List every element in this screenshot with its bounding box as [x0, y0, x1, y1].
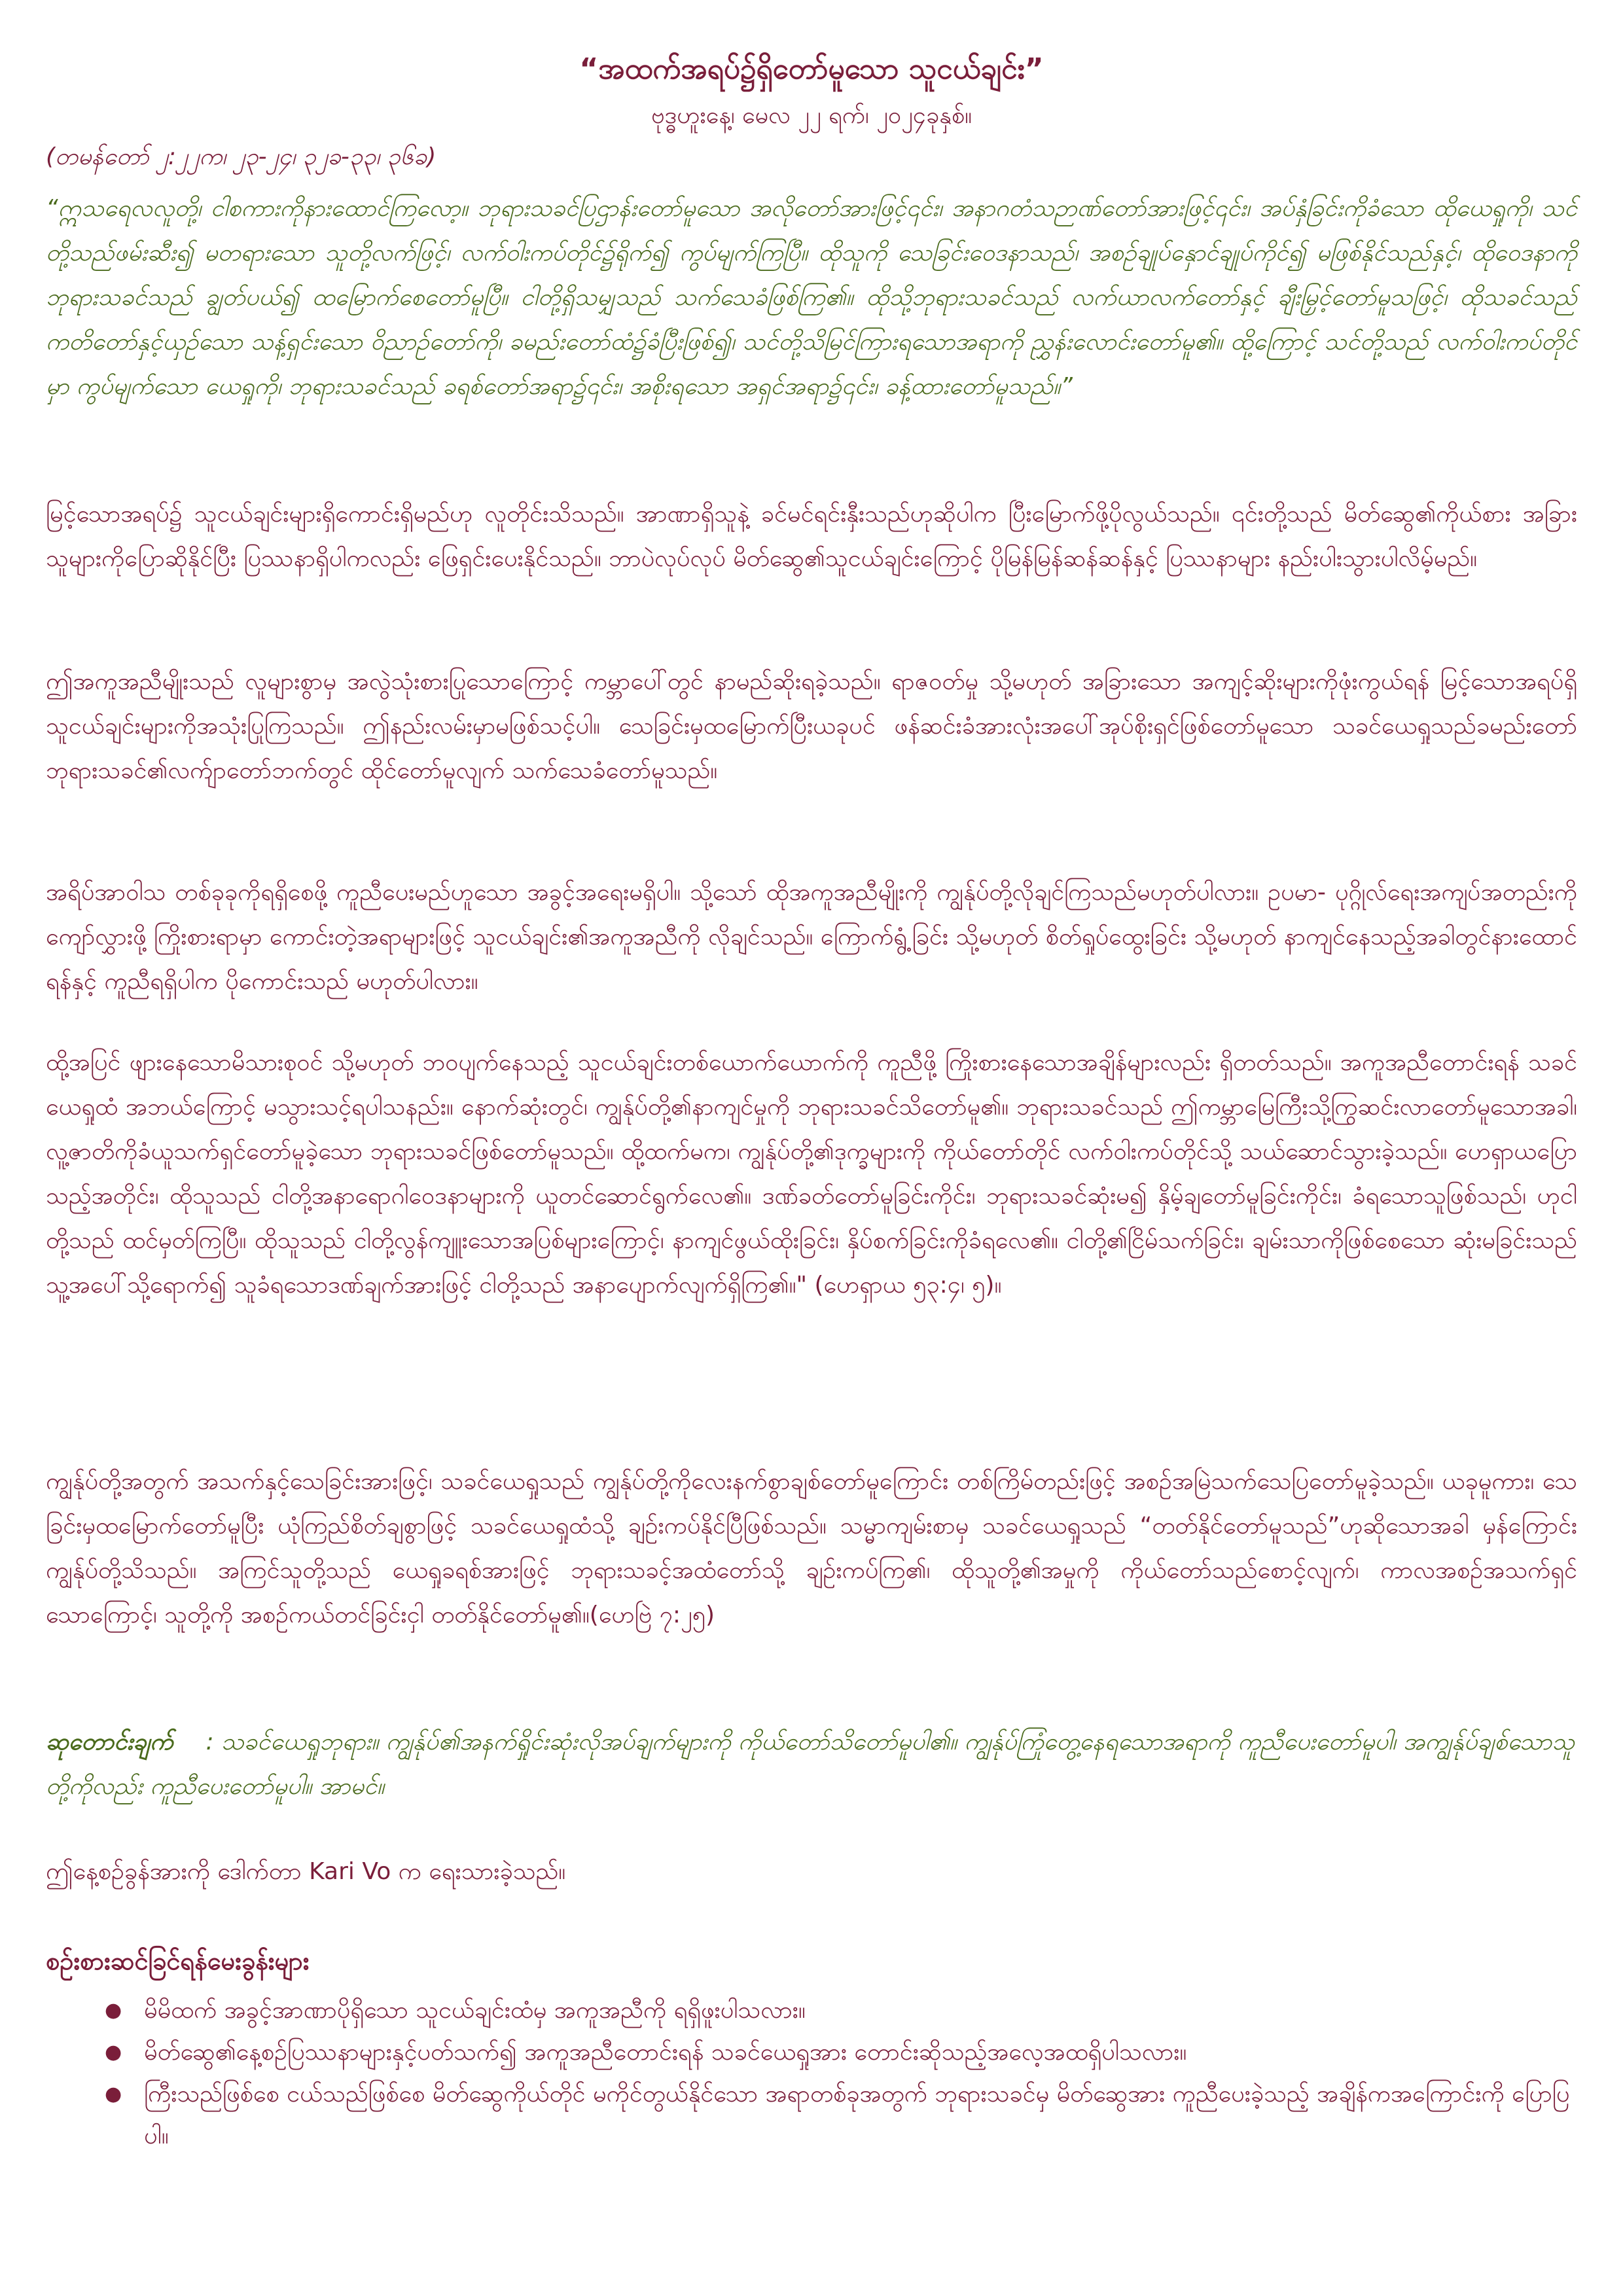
body-paragraph-2: ဤအကူအညီမျိုးသည် လူများစွာမှ အလွဲသုံးစားပြုသောကြောင့် ကမ္ဘာပေါ်တွင် နာမည်ဆိုးရခဲ့သည်။ ရာဇဝတ်မှု သို့မဟုတ် အခြားသော အကျင့်ဆိုးများကိုဖုံးကွယ်ရန် မြင့်သောအရပ်ရှိ သူငယ်ချင်းများကိုအသုံးပြုကြသည်။ ဤနည်းလမ်းမှာမဖြစ်သင့်ပါ။ သေခြင်းမှထမြောက်ပြီးယခုပင် ဖန်ဆင်းခံအားလုံးအပေါ်အုပ်စိုးရှင်ဖြစ်တော်မူသော သခင်ယေရှုသည်ခမည်းတော်ဘုရားသခင်၏လက်ျာတော်ဘက်တွင် ထိုင်တော်မူလျက် သက်သေခံတော်မူသည်။ — [46, 668, 1577, 784]
bullet-icon: ● — [105, 2041, 122, 2064]
prayer-text: : သခင်ယေရှုဘုရား။ ကျွန်ုပ်၏အနက်ရှိုင်းဆုံးလိုအပ်ချက်များကို ကိုယ်တော်သိတော်မူပါ၏။ ကျွန်ုပ်ကြုံတွေ့နေရသောအရာကို ကူညီပေးတော်မူပါ၊ အကျွန်ုပ်ချစ်သောသူတို့ကိုလည်း ကူညီပေးတော်မူပါ။ အာမင်။ — [46, 1729, 1575, 1800]
question-text: မိမိထက် အခွင့်အာဏာပိုရှိသော သူငယ်ချင်းထံမှ အကူအညီကို ရရှိဖူးပါသလား။ — [144, 1997, 806, 2024]
questions-list — [105, 1990, 1577, 2157]
question-text: ကြီးသည်ဖြစ်စေ ငယ်သည်ဖြစ်စေ မိတ်ဆွေကိုယ်တိုင် မကိုင်တွယ်နိုင်သော အရာတစ်ခုအတွက် ဘုရားသခင်မှ မိတ်ဆွေအား ကူညီပေးခဲ့သည့် အချိန်ကအကြောင်းကို ပြောပြပါ။ — [144, 2081, 1570, 2149]
body-paragraph-1: မြင့်သောအရပ်၌ သူငယ်ချင်းများရှိကောင်းရှိမည်ဟု လူတိုင်းသိသည်။ အာဏာရှိသူနဲ့ ခင်မင်ရင်းနှီးသည်ဟုဆိုပါက ပြီးမြောက်ဖို့ပိုလွယ်သည်။ ၎င်းတို့သည် မိတ်ဆွေ၏ကိုယ်စား အခြားသူများကိုပြောဆိုနိုင်ပြီး ပြဿနာရှိပါကလည်း ဖြေရှင်းပေးနိုင်သည်။ ဘာပဲလုပ်လုပ် မိတ်ဆွေ၏သူငယ်ချင်းကြောင့် ပိုမြန်မြန်ဆန်ဆန်နှင့် ပြဿနာများ နည်းပါးသွားပါလိမ့်မည်။ — [46, 501, 1577, 572]
page-title: “အထက်အရပ်၌ရှိတော်မူသော သူငယ်ချင်း” — [579, 52, 1044, 86]
bullet-icon: ● — [105, 2083, 122, 2106]
list-item — [105, 2073, 1577, 2157]
scripture-reference: (တမန်တော် ၂:၂၂က၊ ၂၃-၂၄၊ ၃၂ခ-၃၃၊ ၃၆ခ) — [46, 143, 437, 170]
prayer-label: ဆုတောင်းချက် — [46, 1729, 173, 1755]
question-text: မိတ်ဆွေ၏နေ့စဉ်ပြဿနာများနှင့်ပတ်သက်၍ အကူအညီတောင်းရန် သခင်ယေရှုအား တောင်းဆိုသည့်အလေ့အထရှိပါသလား။ — [144, 2039, 1187, 2066]
prayer-block — [46, 1720, 1577, 1809]
questions-heading: စဉ်းစားဆင်ခြင်ရန်မေးခွန်းများ — [46, 1946, 310, 1975]
body-paragraph-5: ကျွန်ုပ်တို့အတွက် အသက်နှင့်သေခြင်းအားဖြင့်၊ သခင်ယေရှုသည် ကျွန်ုပ်တို့ကိုလေးနက်စွာချစ်တော်မူကြောင်း တစ်ကြိမ်တည်းဖြင့် အစဉ်အမြဲသက်သေပြတော်မူခဲ့သည်။ ယခုမူကား၊ သေခြင်းမှထမြောက်တော်မူပြီး ယုံကြည်စိတ်ချစွာဖြင့် သခင်ယေရှုထံသို့ ချဉ်းကပ်နိုင်ပြီဖြစ်သည်။ သမ္မာကျမ်းစာမှ သခင်ယေရှုသည် “တတ်နိုင်တော်မူသည်”ဟုဆိုသောအခါ မှန်ကြောင်း ကျွန်ုပ်တို့သိသည်။ အကြင်သူတို့သည် ယေရှုခရစ်အားဖြင့် ဘုရားသခင့်အထံတော်သို့ ချဉ်းကပ်ကြ၏၊ ထိုသူတို့၏အမှုကို ကိုယ်တော်သည်စောင့်လျက်၊ ကာလအစဉ်အသက်ရှင်သောကြောင့်၊ သူတို့ကို အစဉ်ကယ်တင်ခြင်းငှါ တတ်နိုင်တော်မူ၏။(ဟေဗြဲ ၇:၂၅) — [46, 1468, 1577, 1628]
list-item — [105, 1990, 1577, 2032]
bullet-icon: ● — [105, 1999, 122, 2022]
list-item — [105, 2032, 1577, 2073]
author-line: ဤနေ့စဉ်ခွန်အားကို ဒေါက်တာ Kari Vo က ရေးသားခဲ့သည်။ — [46, 1858, 566, 1885]
body-paragraph-4: ထို့အပြင် ဖျားနေသောမိသားစုဝင် သို့မဟုတ် ဘဝပျက်နေသည့် သူငယ်ချင်းတစ်ယောက်ယောက်ကို ကူညီဖို့ ကြိုးစားနေသောအချိန်များလည်း ရှိတတ်သည်။ အကူအညီတောင်းရန် သခင်ယေရှုထံ အဘယ်ကြောင့် မသွားသင့်ရပါသနည်း။ နောက်ဆုံးတွင်၊ ကျွန်ုပ်တို့၏နာကျင်မှုကို ဘုရားသခင်သိတော်မူ၏။ ဘုရားသခင်သည် ဤကမ္ဘာမြေကြီးသို့ကြွဆင်းလာတော်မူသောအခါ၊ လူ့ဇာတိကိုခံယူသက်ရှင်တော်မူခဲ့သော ဘုရားသခင်ဖြစ်တော်မူသည်။ ထို့ထက်မက၊ ကျွန်ုပ်တို့၏ဒုက္ခများကို ကိုယ်တော်တိုင် လက်ဝါးကပ်တိုင်သို့ သယ်ဆောင်သွားခဲ့သည်။ ဟေရှာယပြောသည့်အတိုင်း၊ ထိုသူသည် ငါတို့အနာရောဂါဝေဒနာများကို ယူတင်ဆောင်ရွက်လေ၏။ ဒဏ်ခတ်တော်မူခြင်းကိုင်း၊ ဘုရားသခင်ဆုံးမ၍ နှိမ့်ချတော်မူခြင်းကိုင်း၊ ခံရသောသူဖြစ်သည်၊ ဟုငါတို့သည် ထင်မှတ်ကြပြီ။ ထိုသူသည် ငါတို့လွန်ကျူးသောအပြစ်များကြောင့်၊ နာကျင်ဖွယ်ထိုးခြင်း၊ နှိပ်စက်ခြင်းကိုခံရလေ၏။ ငါတို့၏ငြိမ်သက်ခြင်း၊ ချမ်းသာကိုဖြစ်စေသော ဆုံးမခြင်းသည် သူ့အပေါ်သို့ရောက်၍ သူခံရသောဒဏ်ချက်အားဖြင့် ငါတို့သည် အနာပျောက်လျက်ရှိကြ၏။" (ဟေရှာယ ၅၃:၄၊ ၅)။ — [46, 1049, 1577, 1299]
scripture-quote: “ဣသရေလလူတို့၊ ငါစကားကိုနားထောင်ကြလော့။ ဘုရားသခင်ပြဌာန်းတော်မူသော အလိုတော်အားဖြင့်၎င်း၊ အနာဂတံသဉာဏ်တော်အားဖြင့်၎င်း၊ အပ်နှံခြင်းကိုခံသော ထိုယေရှုကို၊ သင်တို့သည်ဖမ်းဆီး၍ မတရားသော သူတို့လက်ဖြင့်၊ လက်ဝါးကပ်တိုင်၌ရိုက်၍ ကွပ်မျက်ကြပြီ။ ထိုသူကို သေခြင်းဝေဒနာသည်၊ အစဉ်ချုပ်နှောင်ချုပ်ကိုင်၍ မဖြစ်နိုင်သည်နှင့်၊ ထိုဝေဒနာကို ဘုရားသခင်သည် ချွတ်ပယ်၍ ထမြောက်စေတော်မူပြီ။ ငါတို့ရှိသမျှသည် သက်သေခံဖြစ်ကြ၏။ ထိုသို့ဘုရားသခင်သည် လက်ယာလက်တော်နှင့် ချီးမြှင့်တော်မူသဖြင့်၊ ထိုသခင်သည် ကတိတော်နှင့်ယှဉ်သော သန့်ရှင်းသော ဝိညာဉ်တော်ကို၊ ခမည်းတော်ထံ၌ခံပြီးဖြစ်၍၊ သင်တို့သိမြင်ကြားရသောအရာကို ညွှန်းလောင်းတော်မူ၏။ ထို့ကြောင့် သင်တို့သည် လက်ဝါးကပ်တိုင်မှာ ကွပ်မျက်သော ယေရှုကို၊ ဘုရားသခင်သည် ခရစ်တော်အရာ၌၎င်း၊ အစိုးရသော အရှင်အရာ၌၎င်း၊ ခန့်ထားတော်မူသည်။” — [46, 195, 1577, 400]
date-line: ဗုဒ္ဓဟူးနေ့၊ မေလ ၂၂ ရက်၊ ၂၀၂၄ခုနှစ်။ — [651, 102, 972, 129]
body-paragraph-3: အရိပ်အာဝါသ တစ်ခုခုကိုရရှိစေဖို့ ကူညီပေးမည်ဟူသော အခွင့်အရေးမရှိပါ။ သို့သော် ထိုအကူအညီမျိုးကို ကျွန်ုပ်တို့လိုချင်ကြသည်မဟုတ်ပါလား။ ဥပမာ- ပုဂ္ဂိုလ်ရေးအကျပ်အတည်းကိုကျော်လွှားဖို့ ကြိုးစားရာမှာ ကောင်းတဲ့အရာများဖြင့် သူငယ်ချင်း၏အကူအညီကို လိုချင်သည်။ ကြောက်ရွံ့ခြင်း သို့မဟုတ် စိတ်ရှုပ်ထွေးခြင်း သို့မဟုတ် နာကျင်နေသည့်အခါတွင်နားထောင်ရန်နှင့် ကူညီရရှိပါက ပိုကောင်းသည် မဟုတ်ပါလား။ — [46, 879, 1577, 995]
